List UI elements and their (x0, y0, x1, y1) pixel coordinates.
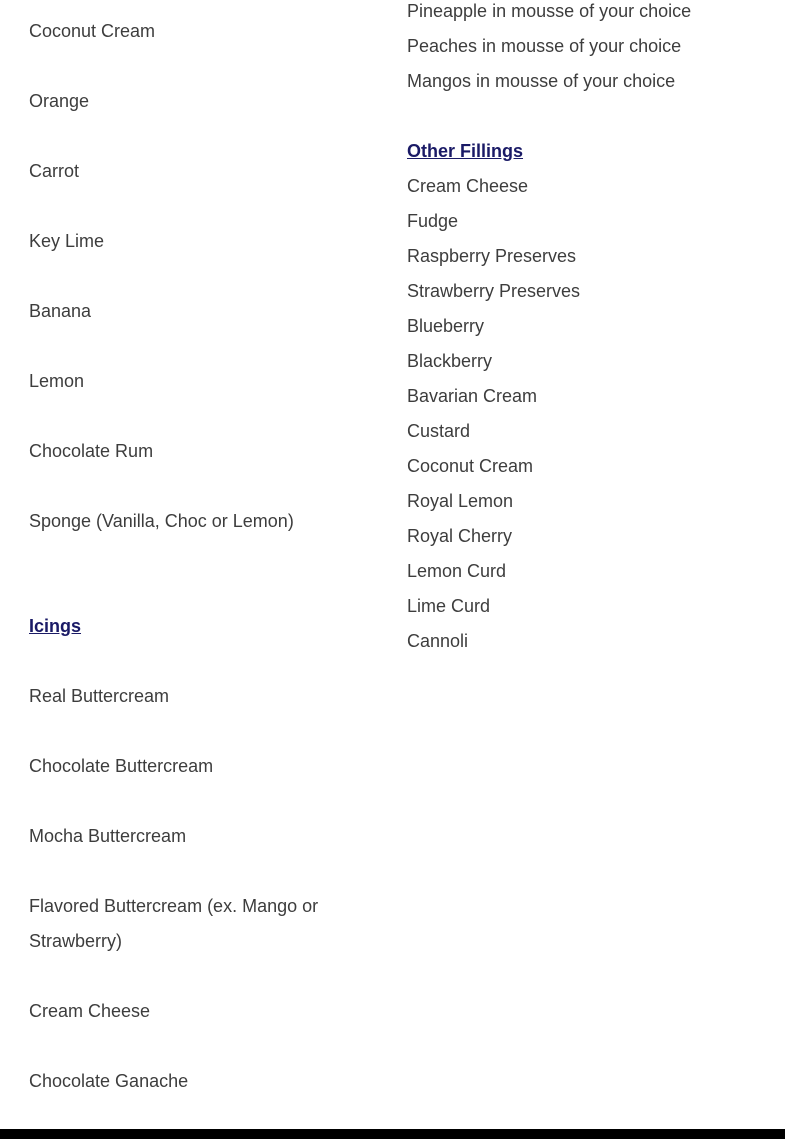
filling-item: Cannoli (407, 631, 469, 651)
filling-item: Coconut Cream (407, 456, 534, 476)
filling-item: Royal Cherry (407, 526, 513, 546)
filling-item: Fudge (407, 211, 459, 231)
filling-item: Bavarian Cream (407, 386, 538, 406)
filling-item: Lemon Curd (407, 561, 507, 581)
filling-item: Custard (407, 421, 471, 441)
mousse-item: Mangos in mousse of your choice (407, 71, 676, 91)
filling-item: Lime Curd (407, 596, 491, 616)
footer-bar (0, 1129, 785, 1139)
cake-flavor-item: Carrot (29, 161, 80, 181)
cake-flavor-item: Lemon (29, 371, 85, 391)
cake-flavor-item: Coconut Cream (29, 21, 156, 41)
icing-item: Chocolate Buttercream (29, 756, 214, 776)
icing-item: Real Buttercream (29, 686, 170, 706)
mousse-item: Peaches in mousse of your choice (407, 36, 682, 56)
icing-item: Mocha Buttercream (29, 826, 187, 846)
icing-item: Cream Cheese (29, 1001, 151, 1021)
mousse-item: Pineapple in mousse of your choice (407, 1, 692, 21)
filling-item: Blackberry (407, 351, 493, 371)
cake-flavor-item: Orange (29, 91, 90, 111)
icing-item: Chocolate Ganache (29, 1071, 189, 1091)
icing-item: Flavored Buttercream (ex. Mango or Strawberry) (29, 896, 319, 951)
filling-item: Strawberry Preserves (407, 281, 581, 301)
icings-heading: Icings (29, 616, 82, 636)
filling-item: Royal Lemon (407, 491, 514, 511)
cake-flavor-item: Banana (29, 301, 92, 321)
filling-item: Blueberry (407, 316, 485, 336)
cake-flavor-item: Chocolate Rum (29, 441, 154, 461)
cake-flavor-item: Key Lime (29, 231, 105, 251)
filling-item: Cream Cheese (407, 176, 529, 196)
cake-flavor-item: Sponge (Vanilla, Choc or Lemon) (29, 511, 294, 531)
other-fillings-heading: Other Fillings (407, 141, 524, 161)
filling-item: Raspberry Preserves (407, 246, 577, 266)
